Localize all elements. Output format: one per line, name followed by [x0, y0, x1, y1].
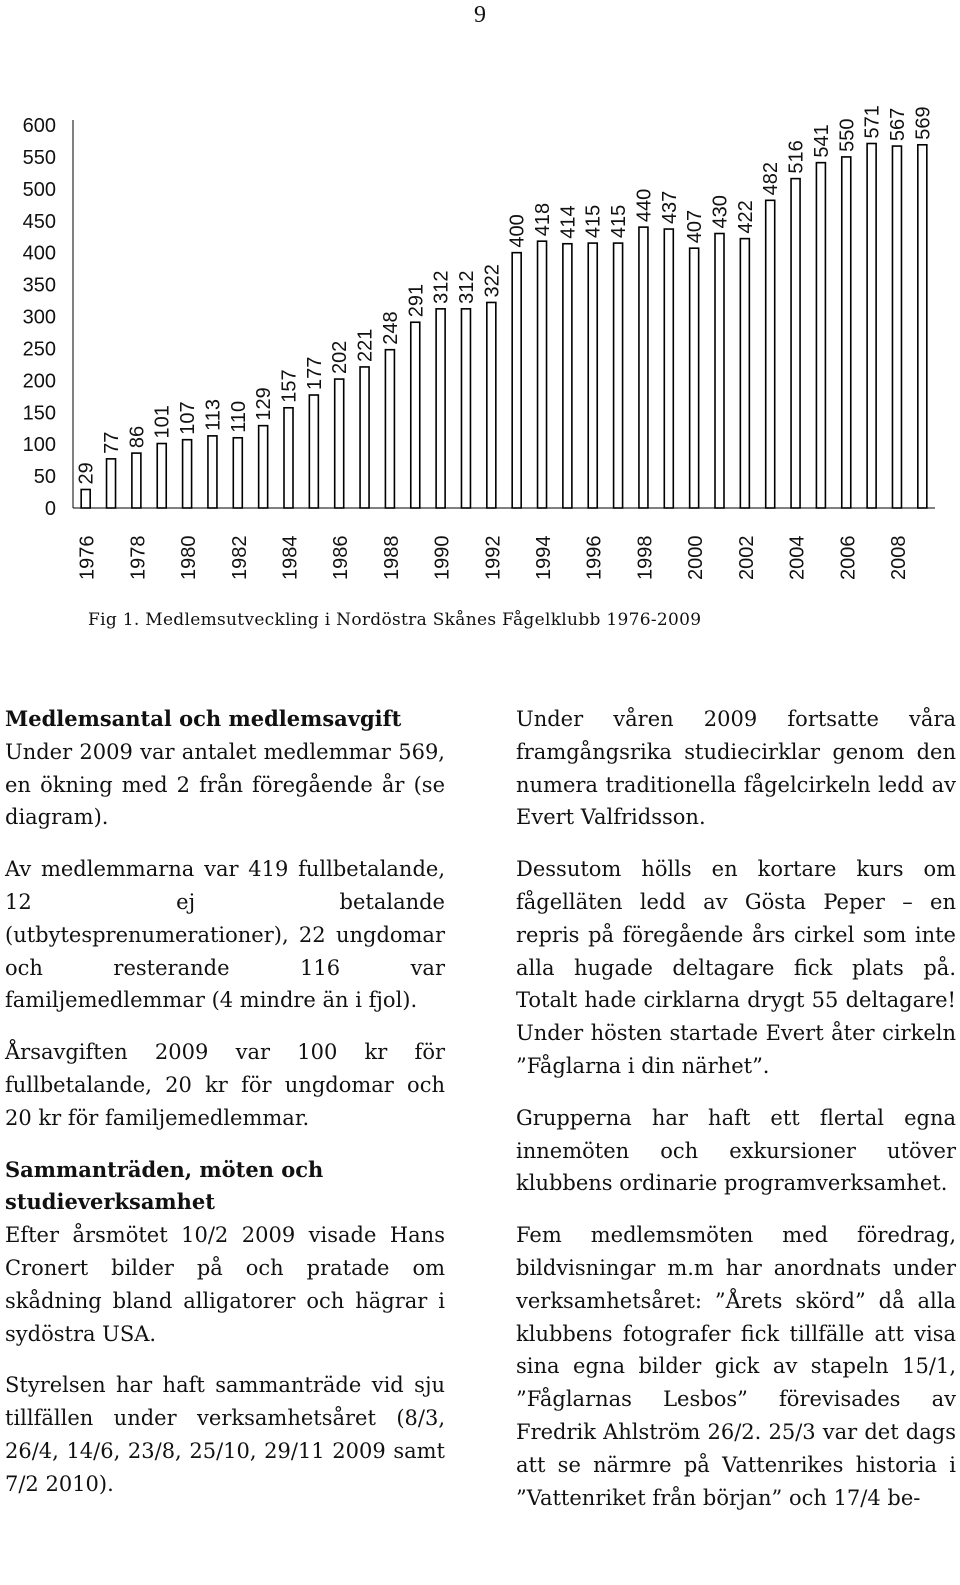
bar-value-label: 129 [253, 387, 276, 421]
bar-value-label: 440 [633, 188, 656, 223]
bar [842, 157, 851, 508]
bar-value-label: 110 [227, 400, 250, 433]
x-tick-label: 1976 [76, 535, 99, 580]
bar-value-label: 113 [202, 398, 225, 431]
heading-meetings: Sammanträden, möten och studieverksamhet [5, 1156, 324, 1215]
bar-value-label: 177 [303, 356, 326, 391]
paragraph: Efter årsmötet 10/2 2009 visade Hans Cronert bilder på och pratade om skådning bland alligatorer och hägrar i sydöstra USA. [5, 1223, 445, 1346]
bar [436, 309, 445, 508]
y-tick-label: 500 [22, 178, 56, 201]
paragraph: Årsavgiften 2009 var 100 kr för fullbetalande, 20 kr för ungdomar och 20 kr för familjemedlemmar. [5, 1040, 445, 1130]
bar [664, 229, 673, 508]
x-tick-label: 2002 [735, 535, 758, 580]
x-tick-label: 2004 [786, 535, 809, 580]
y-tick-label: 600 [22, 115, 56, 137]
bar [538, 241, 547, 508]
bar-value-label: 415 [608, 204, 631, 239]
bar-value-label: 407 [684, 209, 707, 244]
bar [639, 227, 648, 508]
paragraph: Under 2009 var antalet medlemmar 569, en ökning med 2 från föregående år (se diagram). [5, 739, 445, 830]
x-tick-label: 1984 [279, 535, 302, 580]
bar-value-label: 567 [886, 107, 909, 142]
bar-value-label: 157 [278, 369, 301, 403]
paragraph: Styrelsen har haft sammanträde vid sju tillfällen under verksamhetsåret (8/3, 26/4, 14/6, 23/8, 25/10, 29/11 2009 samt 7/2 2010). [5, 1373, 445, 1496]
x-tick-label: 1986 [330, 535, 353, 580]
bar [233, 438, 242, 508]
bar [563, 244, 572, 508]
bar-value-label: 312 [455, 270, 478, 304]
bar [816, 163, 825, 508]
x-tick-label: 2006 [837, 535, 860, 580]
bar-value-label: 414 [557, 205, 580, 239]
bar [360, 367, 369, 508]
bar-value-label: 422 [734, 200, 757, 234]
bar-value-label: 86 [126, 425, 149, 449]
bar-value-label: 482 [760, 161, 783, 196]
right-column [516, 703, 956, 1514]
bar-value-label: 29 [75, 462, 98, 485]
x-tick-label: 1978 [127, 535, 150, 580]
bar [892, 146, 901, 508]
bar [309, 395, 318, 508]
bar [183, 440, 192, 508]
y-tick-label: 400 [22, 242, 56, 265]
bar-value-label: 418 [532, 202, 555, 237]
bar [284, 408, 293, 508]
bar [259, 426, 268, 508]
page-number: 9 [474, 2, 486, 28]
bar [487, 302, 496, 508]
x-tick-label: 1994 [533, 535, 556, 580]
bar [588, 243, 597, 508]
bar [81, 489, 90, 508]
figure-caption: Fig 1. Medlemsutveckling i Nordöstra Skånes Fågelklubb 1976-2009 [88, 610, 702, 630]
bar [740, 239, 749, 508]
left-column [5, 703, 445, 1501]
bar-value-label: 437 [658, 190, 681, 225]
x-tick-label: 1990 [431, 535, 454, 580]
bar-value-label: 430 [709, 195, 732, 229]
y-tick-label: 450 [22, 210, 56, 233]
bar [766, 200, 775, 508]
bar [385, 350, 394, 508]
bar-value-label: 571 [861, 105, 884, 139]
paragraph: Grupperna har haft ett flertal egna innemöten och exkursioner utöver klubbens ordinarie programverksamhet. [516, 1105, 956, 1196]
x-tick-label: 2008 [887, 535, 910, 580]
x-tick-label: 1980 [178, 535, 201, 580]
y-tick-label: 350 [22, 274, 56, 297]
paragraph: Fem medlemsmöten med föredrag, bildvisningar m.m har anordnats under verksamhetsåret: ”Årets skörd” då alla klubbens fotografer fick tillfälle att visa sina egna bilder gick av stapeln 15/1, ”Fåglarnas Lesbos” förevisades av Fredrik Ahlström 26/2. 25/3 var det dags att se närmre på Vattenrikes historia i ”Vattenriket från början” och 17/4 be- [516, 1223, 956, 1510]
x-tick-label: 1982 [228, 535, 251, 580]
y-axis [23, 115, 73, 520]
bar [867, 144, 876, 508]
bar [614, 243, 623, 508]
bar [132, 453, 141, 508]
bar [918, 145, 927, 508]
bar-value-label: 101 [151, 405, 174, 439]
bar-value-label: 312 [430, 270, 453, 304]
value-labels [76, 105, 935, 484]
bar-value-label: 77 [101, 431, 124, 454]
bar-value-label: 400 [506, 214, 529, 248]
y-tick-label: 0 [44, 498, 56, 520]
x-tick-label: 1992 [482, 535, 505, 580]
bar [690, 248, 699, 508]
bar-value-label: 202 [329, 340, 352, 375]
paragraph: Av medlemmarna var 419 fullbetalande, 12 ej betalande (utbytesprenumerationer), 22 ungdomar och resterande 116 var familjemedlemmar (4 mindre än i fjol). [5, 857, 445, 1013]
y-tick-label: 50 [33, 466, 56, 489]
bar-value-label: 248 [379, 311, 402, 345]
bar-value-label: 291 [405, 283, 428, 318]
bar-value-label: 569 [912, 106, 935, 140]
x-tick-label: 2000 [685, 535, 708, 580]
bar-value-label: 415 [582, 204, 605, 239]
y-tick-label: 100 [22, 434, 56, 457]
x-tick-label: 1996 [583, 535, 606, 580]
paragraph: Dessutom hölls en kortare kurs om fågelläten ledd av Gösta Peper – en repris på föregående års cirkel som inte alla hugade deltagare fick plats på. Totalt hade cirklarna drygt 55 deltagare! Under hösten startade Evert åter cirkeln ”Fåglarna i din närhet”. [516, 857, 956, 1078]
x-tick-label: 1988 [380, 535, 403, 580]
y-tick-label: 150 [22, 402, 56, 425]
bar-value-label: 221 [354, 328, 377, 362]
y-tick-label: 250 [22, 338, 56, 361]
bars [81, 144, 927, 508]
bar-value-label: 516 [785, 140, 808, 174]
bar [715, 234, 724, 508]
bar-value-label: 550 [836, 118, 859, 152]
x-axis [73, 508, 935, 580]
y-tick-label: 300 [22, 306, 56, 329]
bar-value-label: 107 [177, 401, 200, 435]
heading-membership: Medlemsantal och medlemsavgift [5, 706, 402, 731]
x-tick-label: 1998 [634, 535, 657, 580]
bar [512, 253, 521, 508]
y-tick-label: 550 [22, 146, 56, 169]
bar [107, 459, 116, 508]
bar [157, 444, 166, 508]
bar [791, 179, 800, 508]
bar [461, 309, 470, 508]
bar-value-label: 541 [810, 124, 833, 158]
bar-value-label: 322 [481, 264, 504, 298]
membership-bar-chart [0, 70, 960, 595]
y-tick-label: 200 [22, 370, 56, 393]
bar [411, 322, 420, 508]
bar [208, 436, 217, 508]
paragraph: Under våren 2009 fortsatte våra framgångsrika studiecirklar genom den numera traditionella fågelcirkeln ledd av Evert Valfridsson. [516, 707, 956, 830]
bar [335, 379, 344, 508]
